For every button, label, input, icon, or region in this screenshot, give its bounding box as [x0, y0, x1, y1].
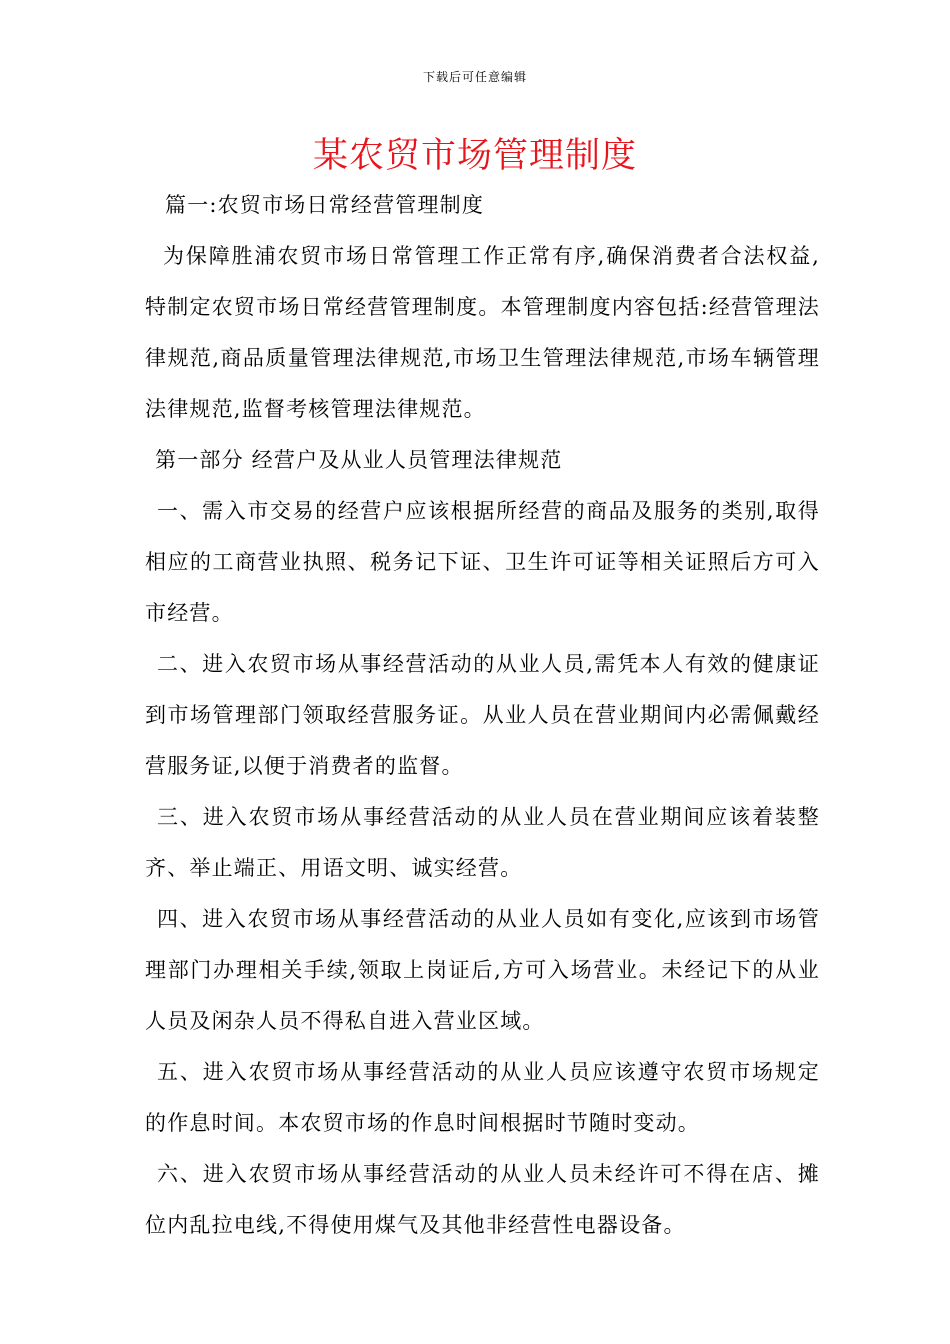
list-item: 一、需入市交易的经营户应该根据所经营的商品及服务的类别,取得相应的工商营业执照、税务记下证、卫生许可证等相关证照后方可入市经营。	[145, 499, 820, 625]
part-heading: 第一部分 经营户及从业人员管理法律规范	[155, 448, 563, 472]
list-item: 四、进入农贸市场从事经营活动的从业人员如有变化,应该到市场管理部门办理相关手续,领取上岗证后,方可入场营业。未经记下的从业人员及闲杂人员不得私自进入营业区域。	[145, 907, 820, 1033]
list-item: 二、进入农贸市场从事经营活动的从业人员,需凭本人有效的健康证到市场管理部门领取经营服务证。从业人员在营业期间内必需佩戴经营服务证,以便于消费者的监督。	[145, 652, 820, 778]
list-item: 三、进入农贸市场从事经营活动的从业人员在营业期间应该着装整齐、举止端正、用语文明、诚实经营。	[145, 805, 820, 880]
document-body	[145, 180, 820, 1251]
list-item: 五、进入农贸市场从事经营活动的从业人员应该遵守农贸市场规定的作息时间。本农贸市场的作息时间根据时节随时变动。	[145, 1060, 820, 1135]
intro-paragraph: 为保障胜浦农贸市场日常管理工作正常有序,确保消费者合法权益,特制定农贸市场日常经营管理制度。本管理制度内容包括:经营管理法律规范,商品质量管理法律规范,市场卫生管理法律规范,市场车辆管理法律规范,监督考核管理法律规范。	[145, 244, 820, 421]
list-item: 六、进入农贸市场从事经营活动的从业人员未经许可不得在店、摊位内乱拉电线,不得使用煤气及其他非经营性电器设备。	[145, 1162, 820, 1237]
document-title: 某农贸市场管理制度	[312, 136, 637, 176]
section-heading: 篇一:农贸市场日常经营管理制度	[165, 193, 485, 217]
header-note: 下载后可任意编辑	[422, 70, 527, 84]
